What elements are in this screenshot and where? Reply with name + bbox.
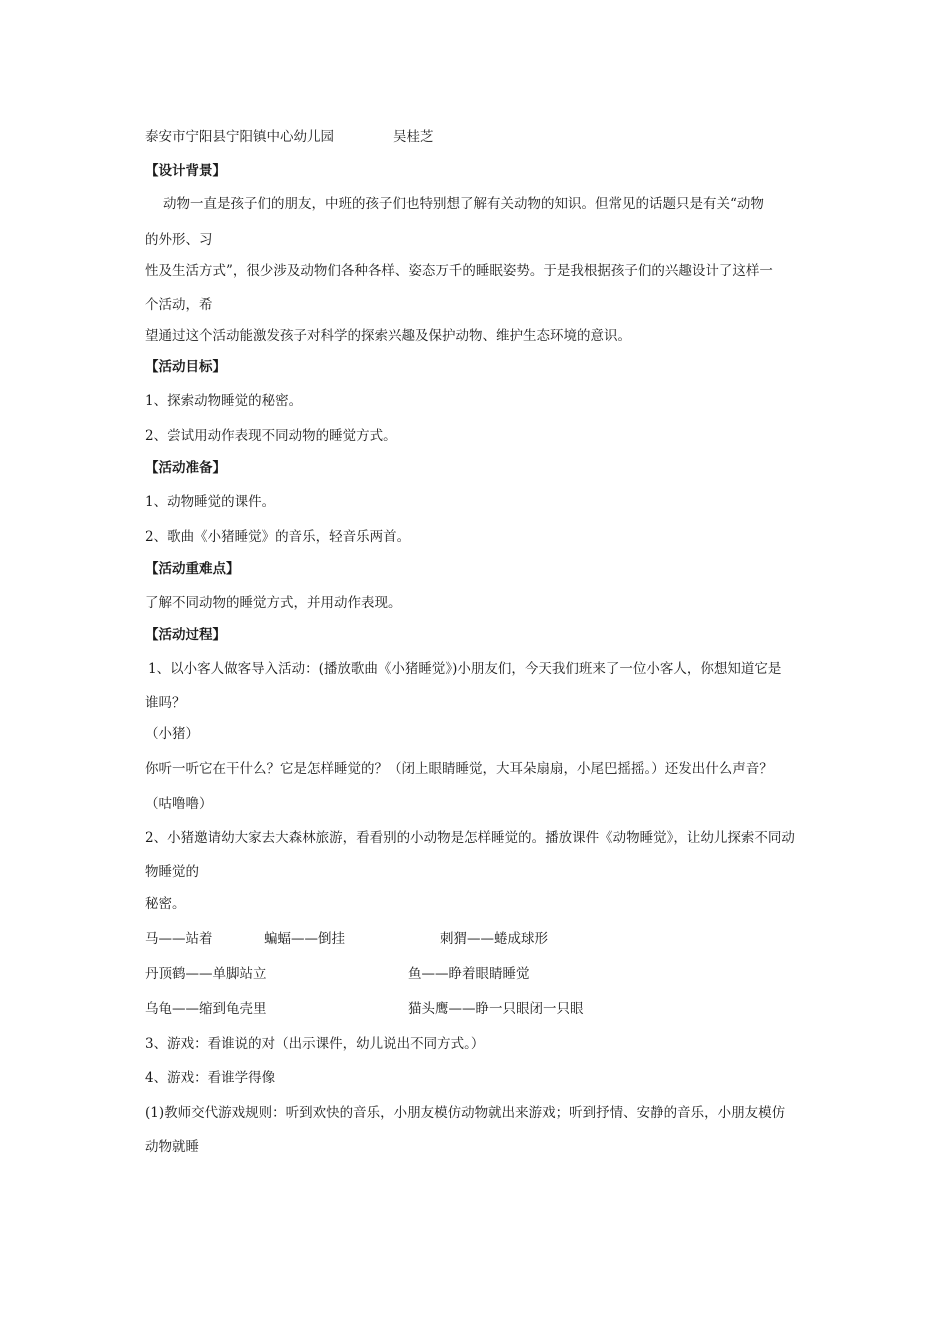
animal-horse: 马——站着 <box>145 931 213 947</box>
animal-bat: 蝙蝠——倒挂 <box>264 931 345 947</box>
goal-item-2: 2、尝试用动作表现不同动物的睡觉方式。 <box>145 428 397 444</box>
process-step-1-cont: 谁吗？ <box>145 695 186 711</box>
background-line-1: 动物一直是孩子们的朋友，中班的孩子们也特别想了解有关动物的知识。但常见的话题只是有关“动物 <box>163 196 764 212</box>
process-step-1: 1、以小客人做客导入活动：(播放歌曲《小猪睡觉》)小朋友们，今天我们班来了一位小客人，你想知道它是 <box>148 661 782 677</box>
animal-crane: 丹顶鹤——单脚站立 <box>145 966 267 982</box>
animals-row-3 <box>145 1000 584 1018</box>
animals-row-2 <box>145 965 530 983</box>
process-step-3: 3、游戏：看谁说的对（出示课件，幼儿说出不同方式。） <box>145 1036 485 1052</box>
preparation-item-1: 1、动物睡觉的课件。 <box>145 494 276 510</box>
animals-row-1 <box>145 930 548 948</box>
process-step-2: 2、小猪邀请幼大家去大森林旅游，看看别的小动物是怎样睡觉的。播放课件《动物睡觉》，让幼儿探索不同动 <box>145 830 795 846</box>
animal-fish: 鱼——睁着眼睛睡觉 <box>408 966 530 982</box>
preparation-item-2: 2、歌曲《小猪睡觉》的音乐，轻音乐两首。 <box>145 529 411 545</box>
header-line <box>145 128 434 146</box>
goals-heading: 【活动目标】 <box>145 359 226 375</box>
process-step-4: 4、游戏：看谁学得像 <box>145 1070 276 1086</box>
animal-turtle: 乌龟——缩到龟壳里 <box>145 1001 267 1017</box>
background-line-3: 性及生活方式”，很少涉及动物们各种各样、姿态万千的睡眠姿势。于是我根据孩子们的兴趣设计了这样一 <box>145 263 773 279</box>
keypoints-text: 了解不同动物的睡觉方式，并用动作表现。 <box>145 595 402 611</box>
animal-owl: 猫头鹰——睁一只眼闭一只眼 <box>408 1001 584 1017</box>
school-name: 泰安市宁阳县宁阳镇中心幼儿园 <box>145 129 334 145</box>
animal-hedgehog: 刺猬——蜷成球形 <box>440 931 548 947</box>
background-heading: 【设计背景】 <box>145 163 226 179</box>
process-heading: 【活动过程】 <box>145 627 226 643</box>
author-name: 吴桂芝 <box>393 129 434 145</box>
answer-sound: （咕噜噜） <box>145 796 213 812</box>
process-step-4-rule-cont: 动物就睡 <box>145 1139 199 1155</box>
answer-pig: （小猪） <box>145 726 199 742</box>
process-step-4-rule: (1)教师交代游戏规则：听到欢快的音乐，小朋友模仿动物就出来游戏；听到抒情、安静的音乐，小朋友模仿 <box>145 1105 786 1121</box>
background-line-5: 望通过这个活动能激发孩子对科学的探索兴趣及保护动物、维护生态环境的意识。 <box>145 328 631 344</box>
process-step-2-cont: 物睡觉的 <box>145 864 199 880</box>
question-sound: 你听一听它在干什么？它是怎样睡觉的？（闭上眼睛睡觉，大耳朵扇扇，小尾巴摇摇。）还发出什么声音？ <box>145 761 773 777</box>
keypoints-heading: 【活动重难点】 <box>145 561 240 577</box>
background-line-2: 的外形、习 <box>145 232 213 248</box>
preparation-heading: 【活动准备】 <box>145 460 226 476</box>
goal-item-1: 1、探索动物睡觉的秘密。 <box>145 393 303 409</box>
background-line-4: 个活动，希 <box>145 297 213 313</box>
process-step-2-end: 秘密。 <box>145 896 186 912</box>
